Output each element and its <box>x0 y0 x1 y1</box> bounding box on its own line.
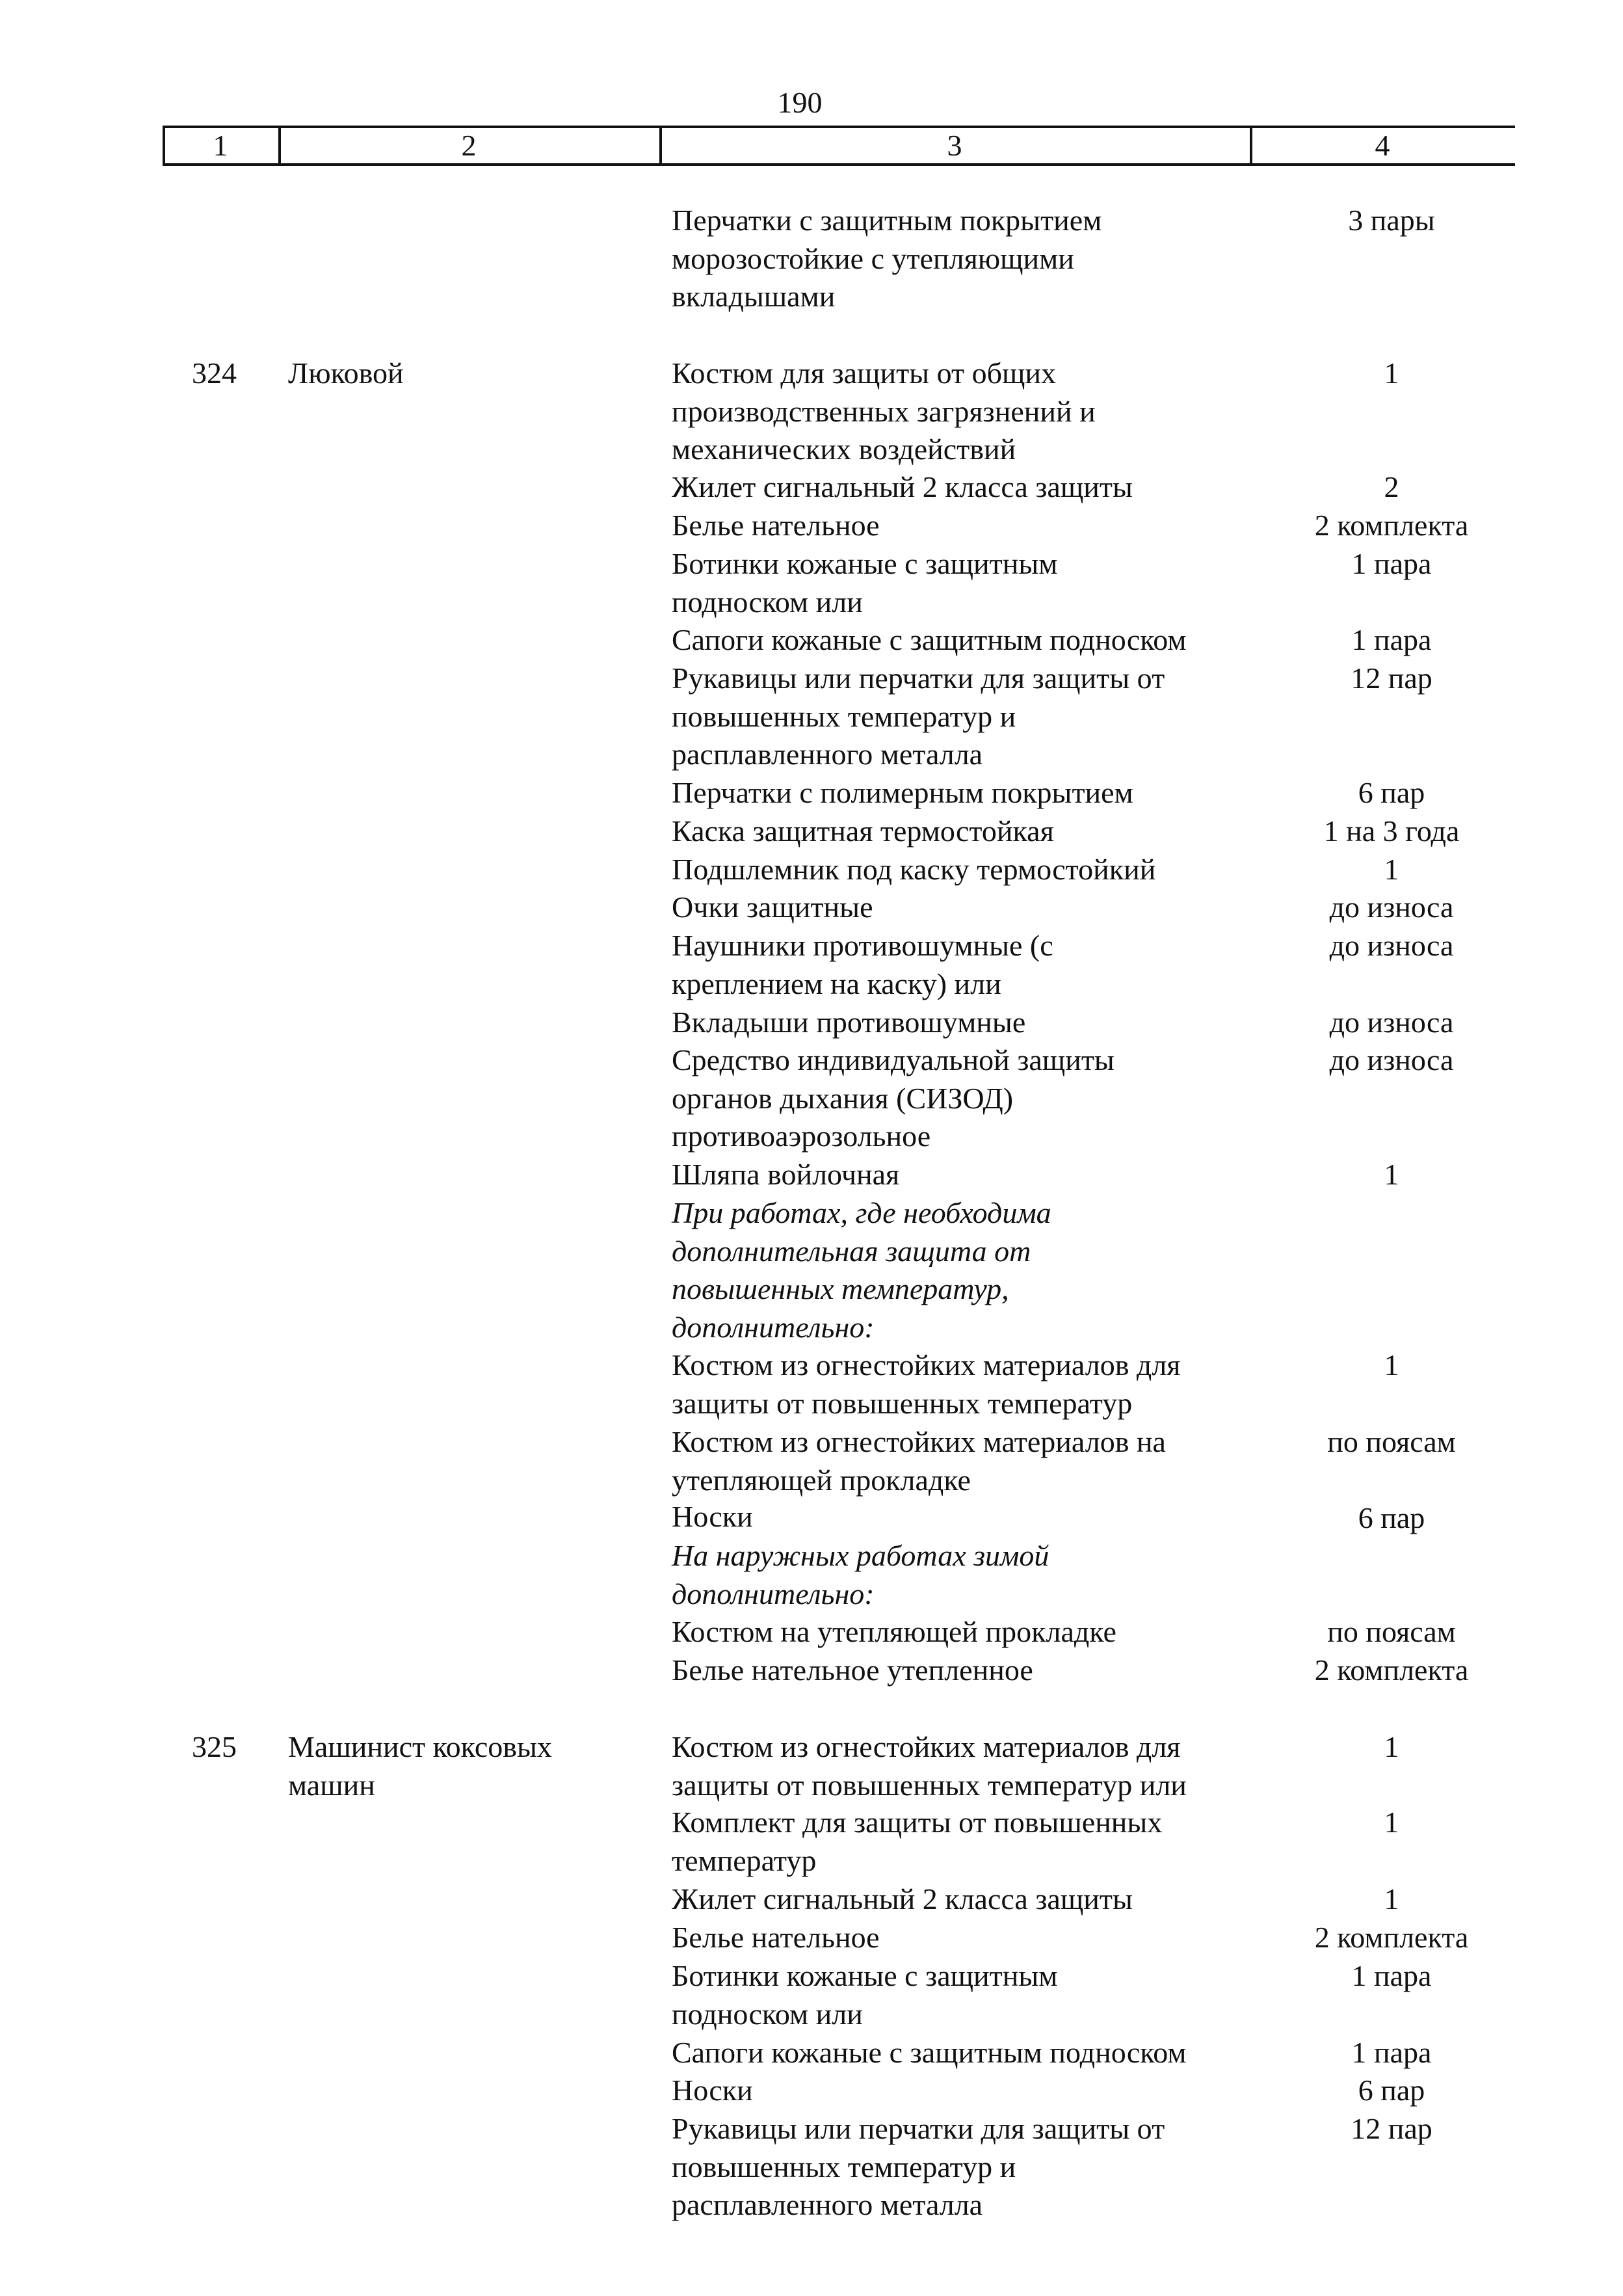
item-name: Рукавицы или перчатки для защиты от повышенных температур и расплавленного металла <box>672 2112 1165 2221</box>
item-qty: 1 пара <box>1351 2036 1432 2069</box>
item-qty: 6 пар <box>1358 2074 1425 2107</box>
item-qty: до износа <box>1329 890 1454 924</box>
item-qty: до износа <box>1329 1043 1454 1076</box>
item-name: Комплект для защиты от повышенных температур <box>672 1806 1163 1877</box>
condition-note: При работах, где необходима дополнительная защита от повышенных температур, дополнительно: <box>672 1196 1051 1344</box>
item-qty: 12 пар <box>1351 661 1432 695</box>
item-qty: 1 пара <box>1351 1959 1432 1992</box>
item-name: Носки <box>672 2074 753 2107</box>
item-name: Перчатки с полимерным покрытием <box>672 776 1133 809</box>
header-col-2: 2 <box>461 129 477 162</box>
item-name: Костюм из огнестойких материалов для защиты от повышенных температур <box>672 1348 1181 1420</box>
item-qty: 1 <box>1384 1806 1399 1839</box>
item-name: Ботинки кожаные с защитным подноском или <box>672 547 1058 619</box>
item-qty: 1 <box>1384 1730 1399 1763</box>
item-name: Костюм из огнестойких материалов на утепляющей прокладке <box>672 1425 1166 1497</box>
item-qty: 2 <box>1384 470 1399 503</box>
item-name: Сапоги кожаные с защитным подноском <box>672 2036 1187 2069</box>
item-name: Костюм на утепляющей прокладке <box>672 1615 1116 1648</box>
profession-name: Машинист коксовых машин <box>288 1730 552 1802</box>
item-qty: 1 пара <box>1351 547 1432 580</box>
item-name: Белье нательное утепленное <box>672 1653 1033 1687</box>
item-name: Наушники противошумные (с креплением на каску) или <box>672 929 1053 1000</box>
item-qty: 6 пар <box>1358 1501 1425 1534</box>
item-qty: до износа <box>1329 1006 1454 1039</box>
item-name: Носки <box>672 1500 753 1533</box>
item-name: Жилет сигнальный 2 класса защиты <box>672 1882 1133 1916</box>
item-qty: 1 <box>1384 356 1399 390</box>
item-qty: 1 <box>1384 853 1399 886</box>
page-number: 190 <box>777 86 823 119</box>
item-name: Каска защитная термостойкая <box>672 814 1054 848</box>
item-qty: 2 комплекта <box>1314 1921 1469 1954</box>
item-qty: 1 на 3 года <box>1323 814 1460 848</box>
item-name: Белье нательное <box>672 1921 880 1954</box>
item-qty: 2 комплекта <box>1314 1653 1469 1687</box>
row-number: 324 <box>192 356 237 390</box>
item-name: Шляпа войлочная <box>672 1158 900 1191</box>
item-name: Вкладыши противошумные <box>672 1006 1026 1039</box>
item-name: Подшлемник под каску термостойкий <box>672 853 1156 886</box>
item-qty: 1 <box>1384 1348 1399 1382</box>
item-qty: 1 <box>1384 1158 1399 1191</box>
item-name: Средство индивидуальной защиты органов дыхания (СИЗОД) противоаэрозольное <box>672 1043 1115 1153</box>
header-col-4: 4 <box>1375 129 1390 162</box>
header-col-3: 3 <box>947 129 962 162</box>
profession-name: Люковой <box>288 356 404 390</box>
item-name: Ботинки кожаные с защитным подноском или <box>672 1959 1058 2031</box>
item-name: Очки защитные <box>672 890 873 924</box>
item-name: Костюм из огнестойких материалов для защиты от повышенных температур или <box>672 1730 1187 1802</box>
header-col-1: 1 <box>213 129 228 162</box>
continuation-item-qty: 3 пары <box>1348 204 1435 237</box>
item-qty: до износа <box>1329 929 1454 962</box>
item-qty: 6 пар <box>1358 776 1425 809</box>
condition-note: На наружных работах зимой дополнительно: <box>672 1539 1049 1610</box>
item-name: Белье нательное <box>672 509 880 542</box>
item-name: Жилет сигнальный 2 класса защиты <box>672 470 1133 503</box>
item-qty: по поясам <box>1327 1425 1456 1458</box>
item-name: Сапоги кожаные с защитным подноском <box>672 623 1187 656</box>
column-header-row <box>163 126 1515 166</box>
item-qty: 2 комплекта <box>1314 509 1469 542</box>
row-number: 325 <box>192 1730 237 1763</box>
item-qty: 1 <box>1384 1882 1399 1916</box>
item-qty: 1 пара <box>1351 623 1432 656</box>
item-name: Костюм для защиты от общих производственных загрязнений и механических воздействий <box>672 356 1096 466</box>
continuation-item-name: Перчатки с защитным покрытием морозостойкие с утепляющими вкладышами <box>672 204 1102 313</box>
item-qty: по поясам <box>1327 1615 1456 1648</box>
item-qty: 12 пар <box>1351 2112 1432 2145</box>
item-name: Рукавицы или перчатки для защиты от повышенных температур и расплавленного металла <box>672 661 1165 771</box>
